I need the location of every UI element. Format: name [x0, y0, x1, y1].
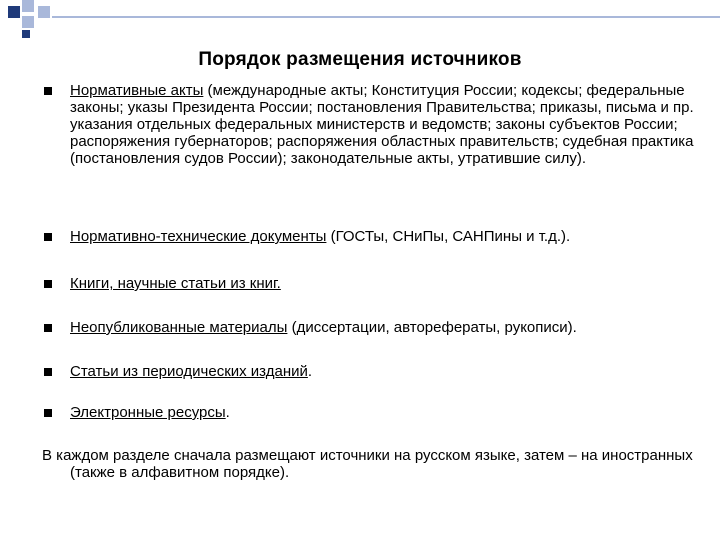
corner-decoration — [0, 0, 720, 40]
list-item-rest: . — [225, 404, 230, 421]
list-item-lead: Книги, научные статьи из книг. — [70, 275, 281, 292]
deco-square-light — [22, 0, 34, 12]
list-item-text — [70, 363, 695, 380]
list-item-rest: . — [307, 363, 313, 380]
list-item-lead: Нормативные акты — [70, 82, 204, 99]
list-item-lead: Нормативно-технические документы — [70, 228, 327, 245]
list-item-text — [70, 404, 695, 421]
slide-title: Порядок размещения источников — [198, 49, 522, 70]
list-item-rest: (диссертации, авторефераты, рукописи). — [287, 319, 577, 336]
list-item-rest: (международные акты; Конституция России; кодексы; федеральные законы; указы Президента России; постановления Правительства; приказы, письма и пр. указания отдельных федеральных министерств и ведомств; законы субъектов России; распоряжения губернаторов; распоряжения областных правительств; судебная практика (постановления судов России); законодательные акты, утратившие силу). — [70, 82, 694, 167]
list-item-text — [70, 275, 695, 292]
square-bullet-icon — [44, 368, 52, 376]
footer-note: В каждом разделе сначала размещают источники на русском языке, затем – на иностранных (также в алфавитном порядке). — [42, 447, 693, 481]
square-bullet-icon — [44, 280, 52, 288]
list-item-text — [70, 319, 695, 336]
square-bullet-icon — [44, 409, 52, 417]
list-item-rest: (ГОСТы, СНиПы, САНПины и т.д.). — [326, 228, 571, 245]
square-bullet-icon — [44, 324, 52, 332]
list-item-lead: Статьи из периодических изданий — [70, 363, 308, 380]
list-item-lead: Неопубликованные материалы — [70, 319, 288, 336]
deco-square-light — [22, 16, 34, 28]
square-bullet-icon — [44, 87, 52, 95]
deco-line — [52, 16, 720, 18]
deco-square-dark — [8, 6, 20, 18]
deco-square-dark — [22, 30, 30, 38]
list-item-text — [70, 228, 695, 245]
deco-square-light — [38, 6, 50, 18]
list-item-text — [70, 82, 695, 167]
square-bullet-icon — [44, 233, 52, 241]
list-item-lead: Электронные ресурсы — [70, 404, 226, 421]
